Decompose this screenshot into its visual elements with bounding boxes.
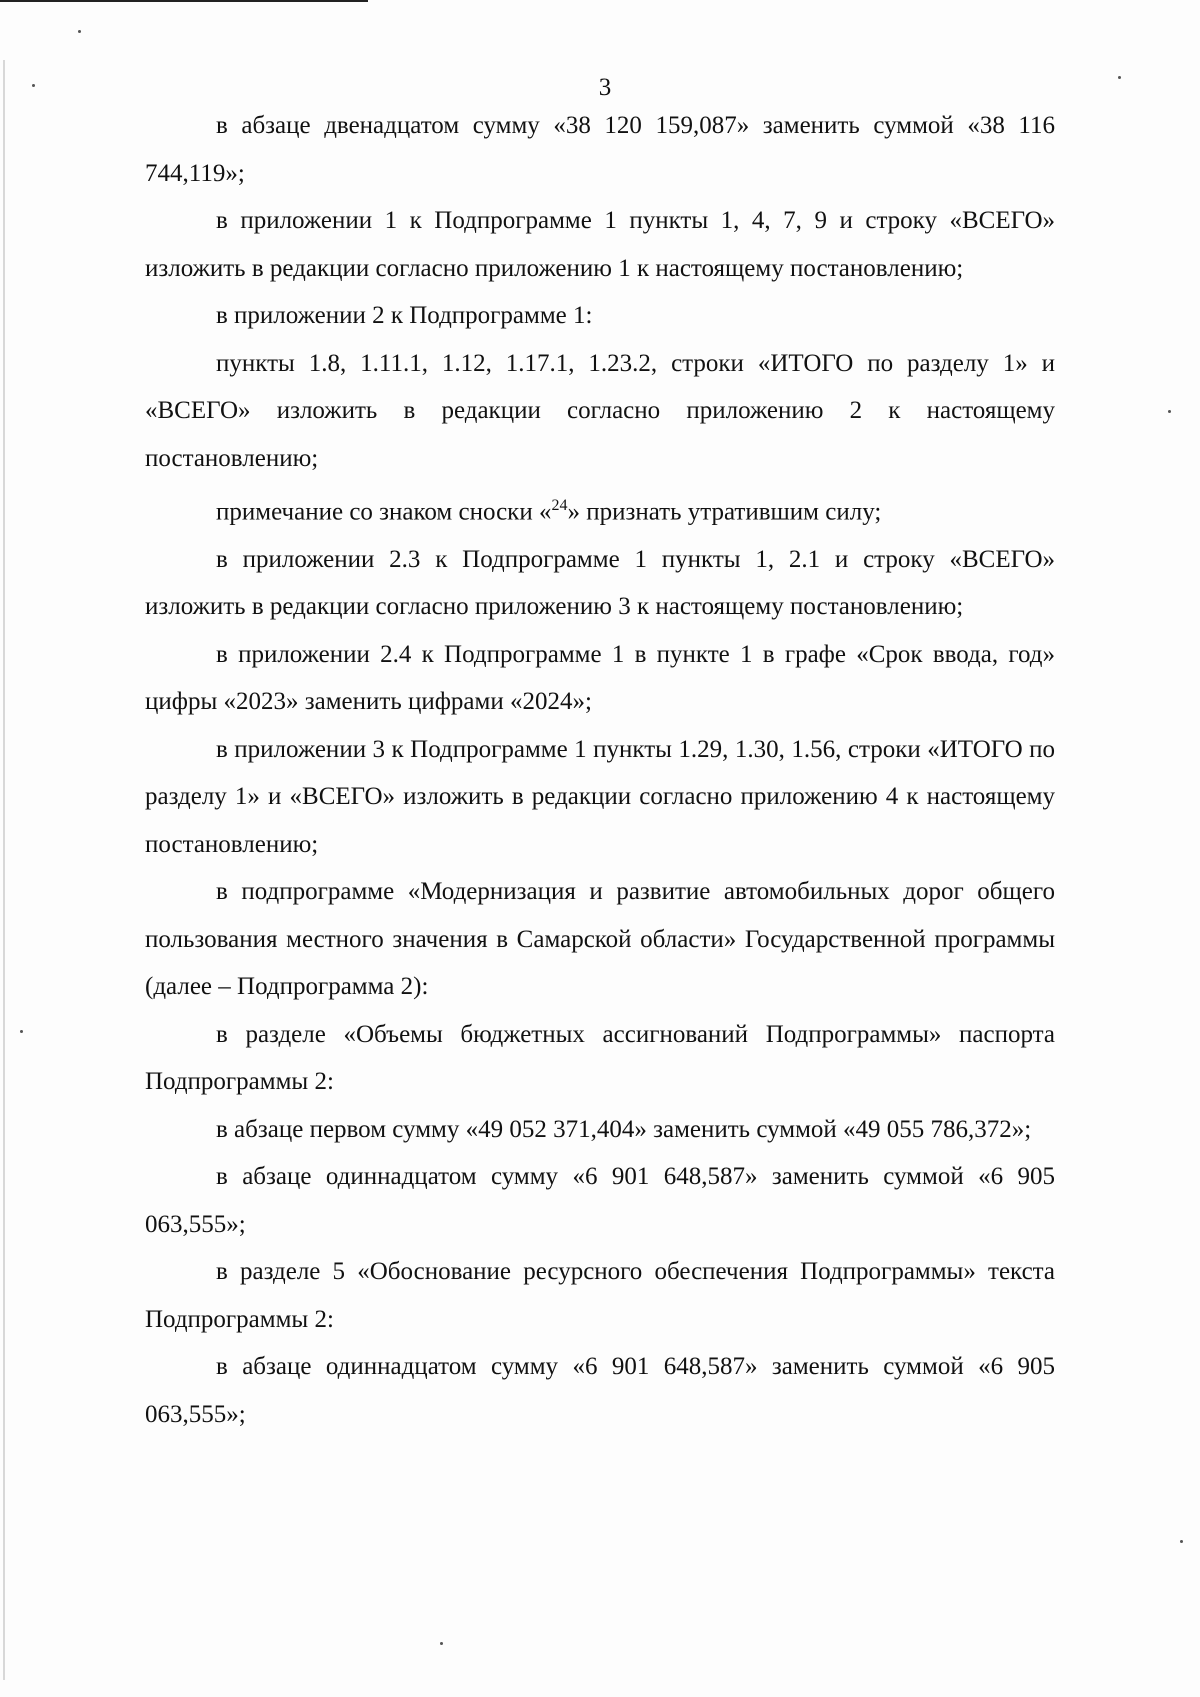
page-number: 3 xyxy=(598,74,612,101)
scan-left-edge xyxy=(3,60,5,1680)
paragraph: в разделе «Объемы бюджетных ассигнований Подпрограммы» паспорта Подпрограммы 2: xyxy=(145,1020,1055,1096)
paragraph: в приложении 1 к Подпрограмме 1 пункты 1, 4, 7, 9 и строку «ВСЕГО» изложить в редакции согласно приложению 1 к настоящему постановлению; xyxy=(145,207,1055,282)
footnote-mark: 24 xyxy=(551,497,568,514)
paragraph: пункты 1.8, 1.11.1, 1.12, 1.17.1, 1.23.2, строки «ИТОГО по разделу 1» и «ВСЕГО» изложить в редакции согласно приложению 2 к настоящему постановлению; xyxy=(145,349,1055,472)
scan-speck xyxy=(32,84,35,87)
paragraph: в абзаце двенадцатом сумму «38 120 159,087» заменить суммой «38 116 744,119»; xyxy=(145,112,1055,187)
paragraph: в приложении 2 к Подпрограмме 1: xyxy=(216,302,593,329)
scan-speck xyxy=(78,30,81,33)
paragraph-footnote-note xyxy=(145,482,1055,536)
paragraph: в разделе 5 «Обоснование ресурсного обеспечения Подпрограммы» текста Подпрограммы 2: xyxy=(145,1258,1055,1333)
paragraph: в абзаце одиннадцатом сумму «6 901 648,587» заменить суммой «6 905 063,555»; xyxy=(145,1353,1055,1428)
paragraph-text: примечание со знаком сноски « xyxy=(216,498,552,526)
paragraph: в абзаце первом сумму «49 052 371,404» заменить суммой «49 055 786,372»; xyxy=(216,1115,1032,1143)
scan-speck xyxy=(440,1642,443,1645)
top-rule xyxy=(0,0,368,2)
paragraph: в приложении 2.3 к Подпрограмме 1 пункты 1, 2.1 и строку «ВСЕГО» изложить в редакции согласно приложению 3 к настоящему постановлению; xyxy=(145,545,1055,621)
paragraph: в подпрограмме «Модернизация и развитие автомобильных дорог общего пользования местного значения в Самарской области» Государственной программы (далее – Подпрограмма 2): xyxy=(145,878,1055,1001)
paragraph: в приложении 2.4 к Подпрограмме 1 в пункте 1 в графе «Срок ввода, год» цифры «2023» заменить цифрами «2024»; xyxy=(145,640,1055,716)
scan-speck xyxy=(1118,76,1121,79)
scan-speck xyxy=(1168,410,1171,413)
scan-speck xyxy=(1180,1540,1183,1543)
document-body xyxy=(145,102,1055,1438)
paragraph: в приложении 3 к Подпрограмме 1 пункты 1.29, 1.30, 1.56, строки «ИТОГО по разделу 1» и «ВСЕГО» изложить в редакции согласно приложению 4 к настоящему постановлению; xyxy=(145,735,1055,858)
scan-speck xyxy=(20,1030,23,1033)
paragraph: в абзаце одиннадцатом сумму «6 901 648,587» заменить суммой «6 905 063,555»; xyxy=(145,1163,1055,1238)
paragraph-text: » признать утратившим силу; xyxy=(567,498,882,526)
